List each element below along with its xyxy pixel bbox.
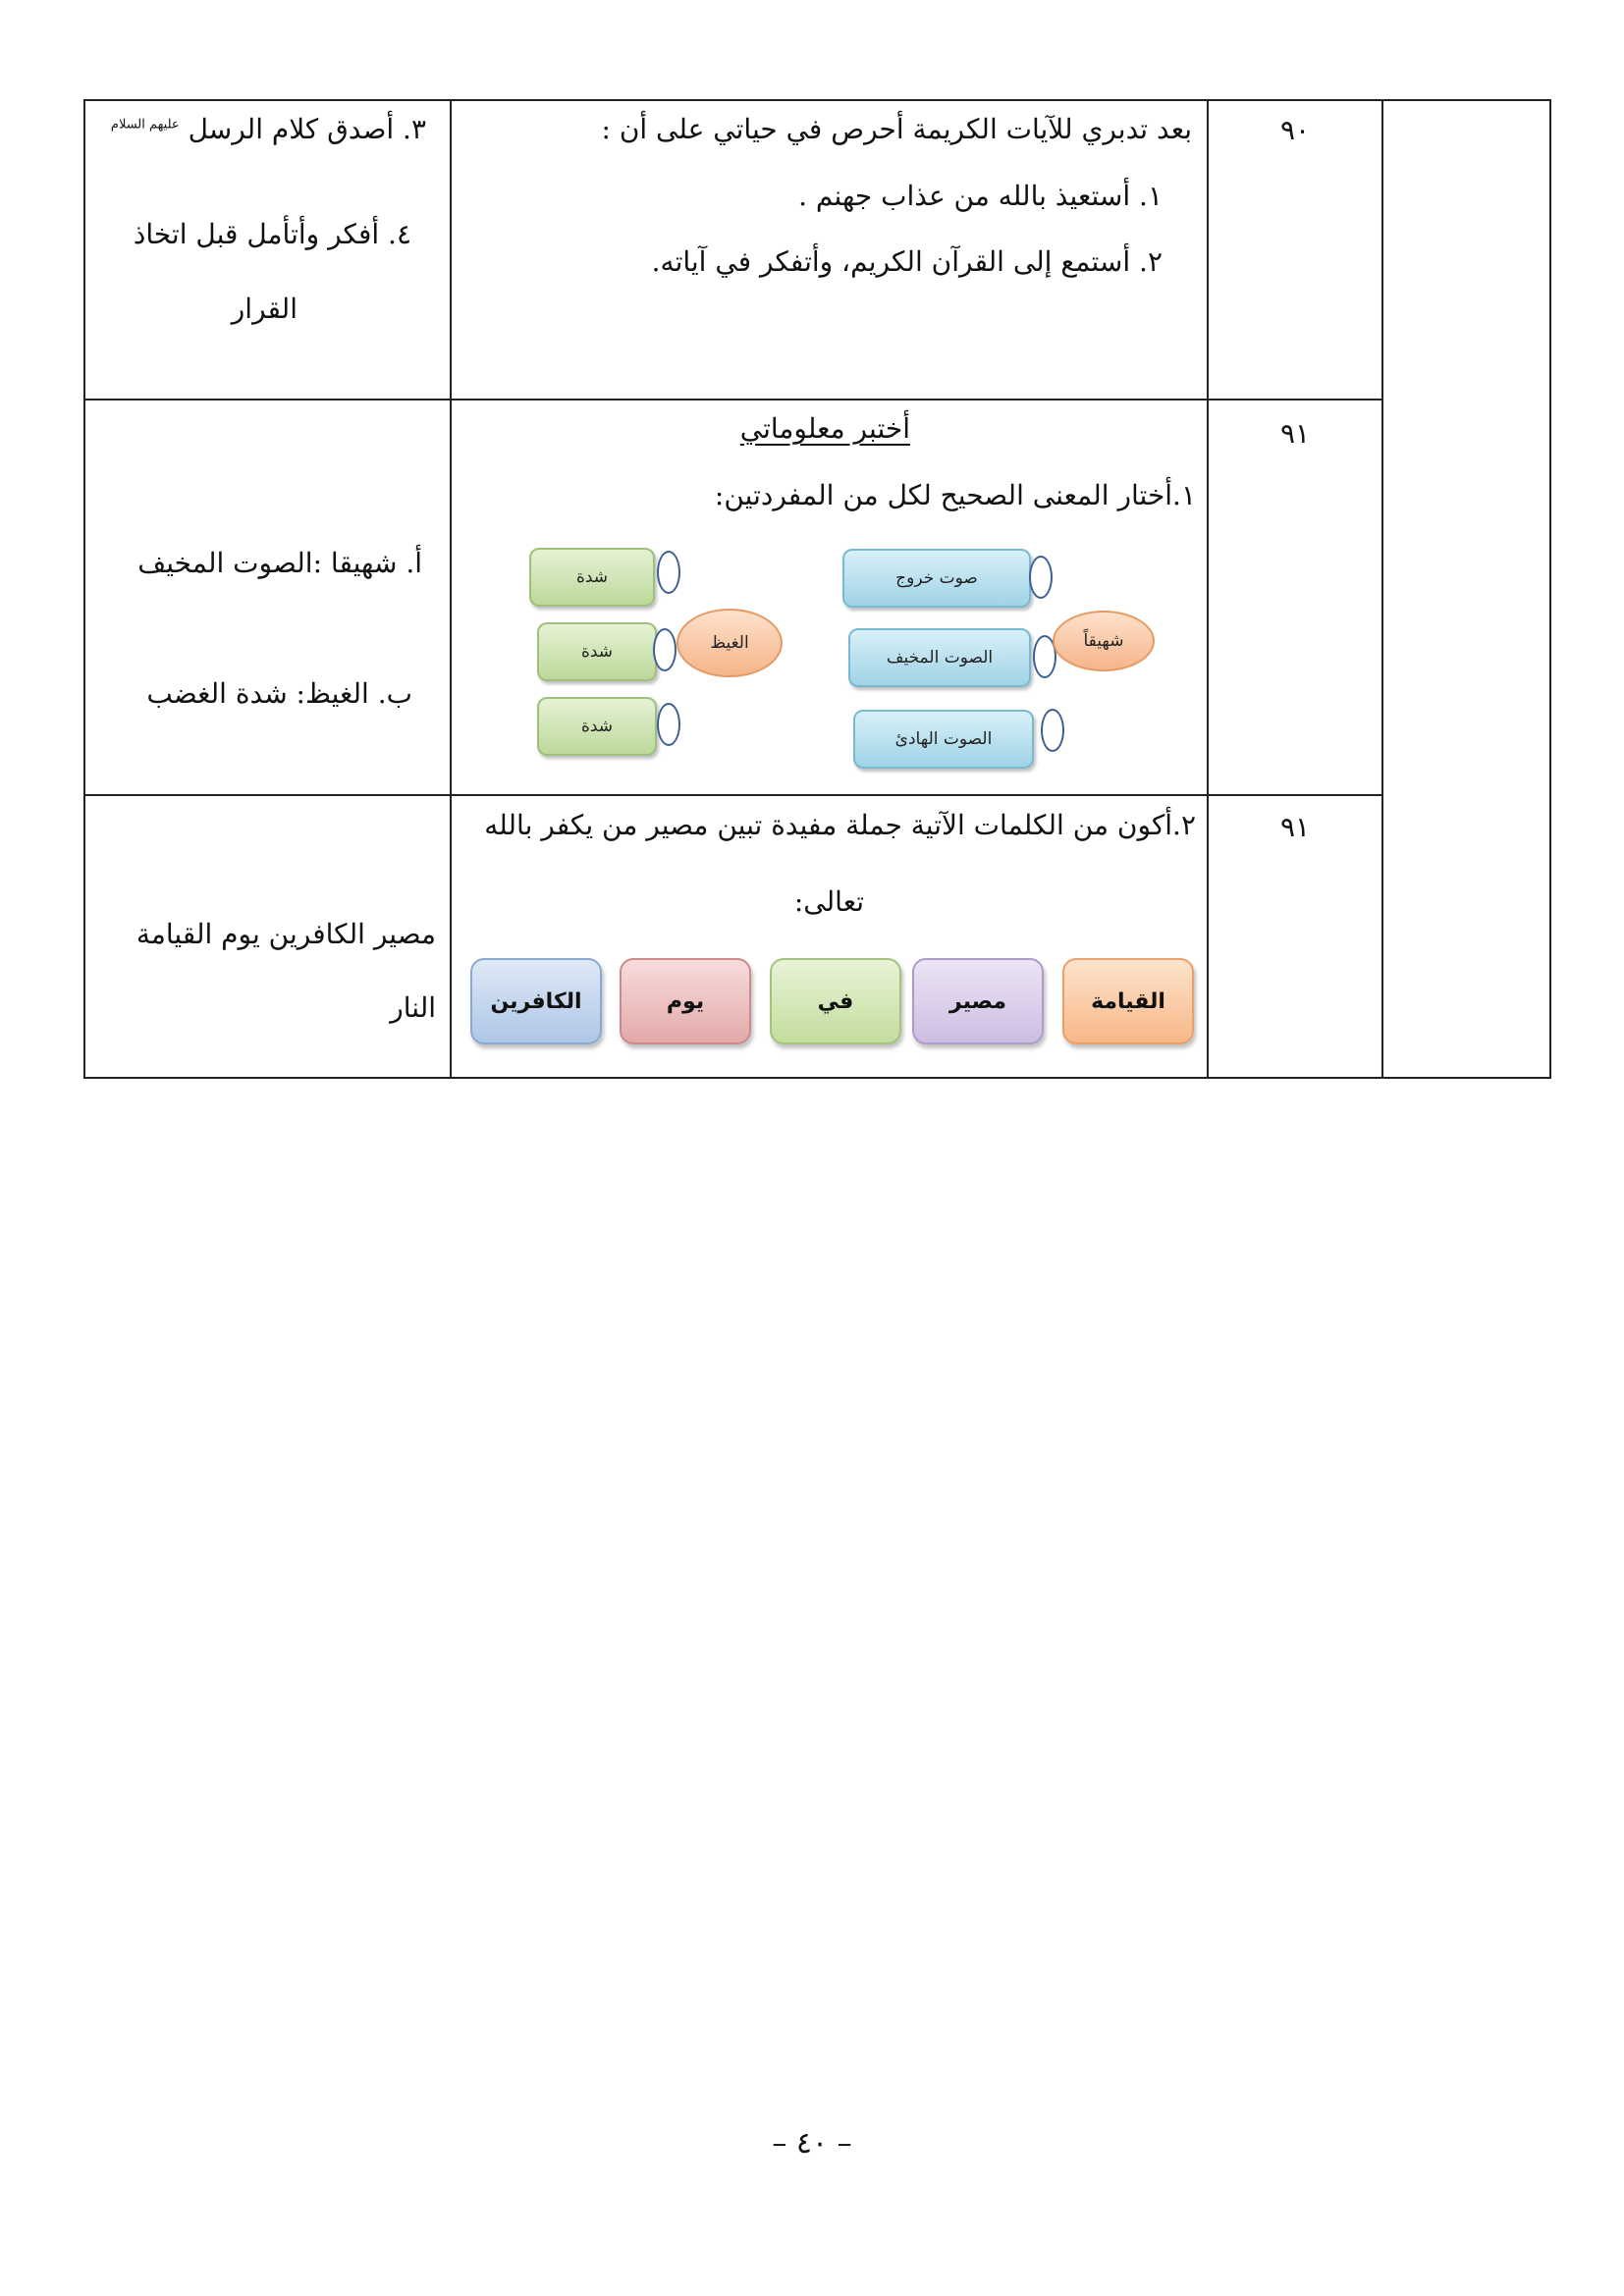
answer-line bbox=[111, 113, 426, 145]
answer-circle[interactable] bbox=[657, 551, 680, 594]
word-card[interactable]: الكافرين bbox=[470, 958, 602, 1044]
row-divider bbox=[83, 794, 1382, 796]
section-heading: أختبر معلوماتي bbox=[739, 412, 910, 445]
option-box[interactable]: الصوت الهادئ bbox=[853, 710, 1034, 769]
option-box[interactable]: شدة bbox=[537, 622, 657, 681]
answer-line: القرار bbox=[231, 293, 298, 325]
answer-circle[interactable] bbox=[657, 703, 680, 746]
answer-line: ب. الغيظ: شدة الغضب bbox=[146, 677, 412, 710]
answer-circle[interactable] bbox=[653, 628, 677, 671]
page-ref-number: ٩١ bbox=[1279, 811, 1311, 843]
table-border-top bbox=[83, 99, 1551, 101]
page-ref-number: ٩١ bbox=[1279, 417, 1311, 450]
answer-line: أ. شهيقا :الصوت المخيف bbox=[137, 547, 422, 579]
table-border-bottom bbox=[83, 1077, 1551, 1079]
honorific-glyph: عليهم السلام bbox=[110, 117, 180, 133]
row-divider bbox=[83, 399, 1382, 400]
content-item: ١. أستعيذ بالله من عذاب جهنم . bbox=[798, 180, 1163, 212]
answer-line: مصير الكافرين يوم القيامة bbox=[135, 918, 436, 950]
answer-line: ٤. أفكر وأتأمل قبل اتخاذ bbox=[133, 218, 411, 250]
option-box[interactable]: شدة bbox=[537, 697, 657, 756]
column-divider bbox=[1381, 99, 1383, 1079]
page-ref-number: ٩٠ bbox=[1279, 114, 1311, 146]
answer-text: ٣. أصدق كلام الرسل bbox=[188, 113, 426, 145]
answer-line: النار bbox=[390, 991, 436, 1024]
option-box[interactable]: صوت خروج bbox=[842, 549, 1031, 608]
word-card[interactable]: يوم bbox=[620, 958, 751, 1044]
word-card[interactable]: في bbox=[770, 958, 901, 1044]
page-number: – ٤٠ – bbox=[772, 2126, 852, 2161]
column-divider bbox=[1207, 99, 1209, 1079]
word-oval: الغيظ bbox=[677, 609, 783, 677]
content-intro: بعد تدبري للآيات الكريمة أحرص في حياتي على أن : bbox=[601, 113, 1192, 145]
word-oval: شهيقاً bbox=[1053, 611, 1155, 671]
question-text: ٢.أكون من الكلمات الآتية جملة مفيدة تبين مصير من يكفر بالله bbox=[484, 809, 1196, 841]
content-item: ٢. أستمع إلى القرآن الكريم، وأتفكر في آياته. bbox=[651, 245, 1163, 278]
question-text: ١.أختار المعنى الصحيح لكل من المفردتين: bbox=[714, 479, 1196, 511]
option-box[interactable]: شدة bbox=[529, 548, 655, 607]
word-card[interactable]: القيامة bbox=[1062, 958, 1194, 1044]
column-divider bbox=[450, 99, 452, 1079]
word-card[interactable]: مصير bbox=[912, 958, 1044, 1044]
option-box[interactable]: الصوت المخيف bbox=[848, 628, 1031, 687]
question-text: تعالى: bbox=[793, 885, 864, 918]
table-border-right bbox=[1549, 99, 1551, 1079]
answer-circle[interactable] bbox=[1041, 709, 1064, 752]
answer-circle[interactable] bbox=[1029, 556, 1053, 599]
table-border-left bbox=[83, 99, 85, 1079]
